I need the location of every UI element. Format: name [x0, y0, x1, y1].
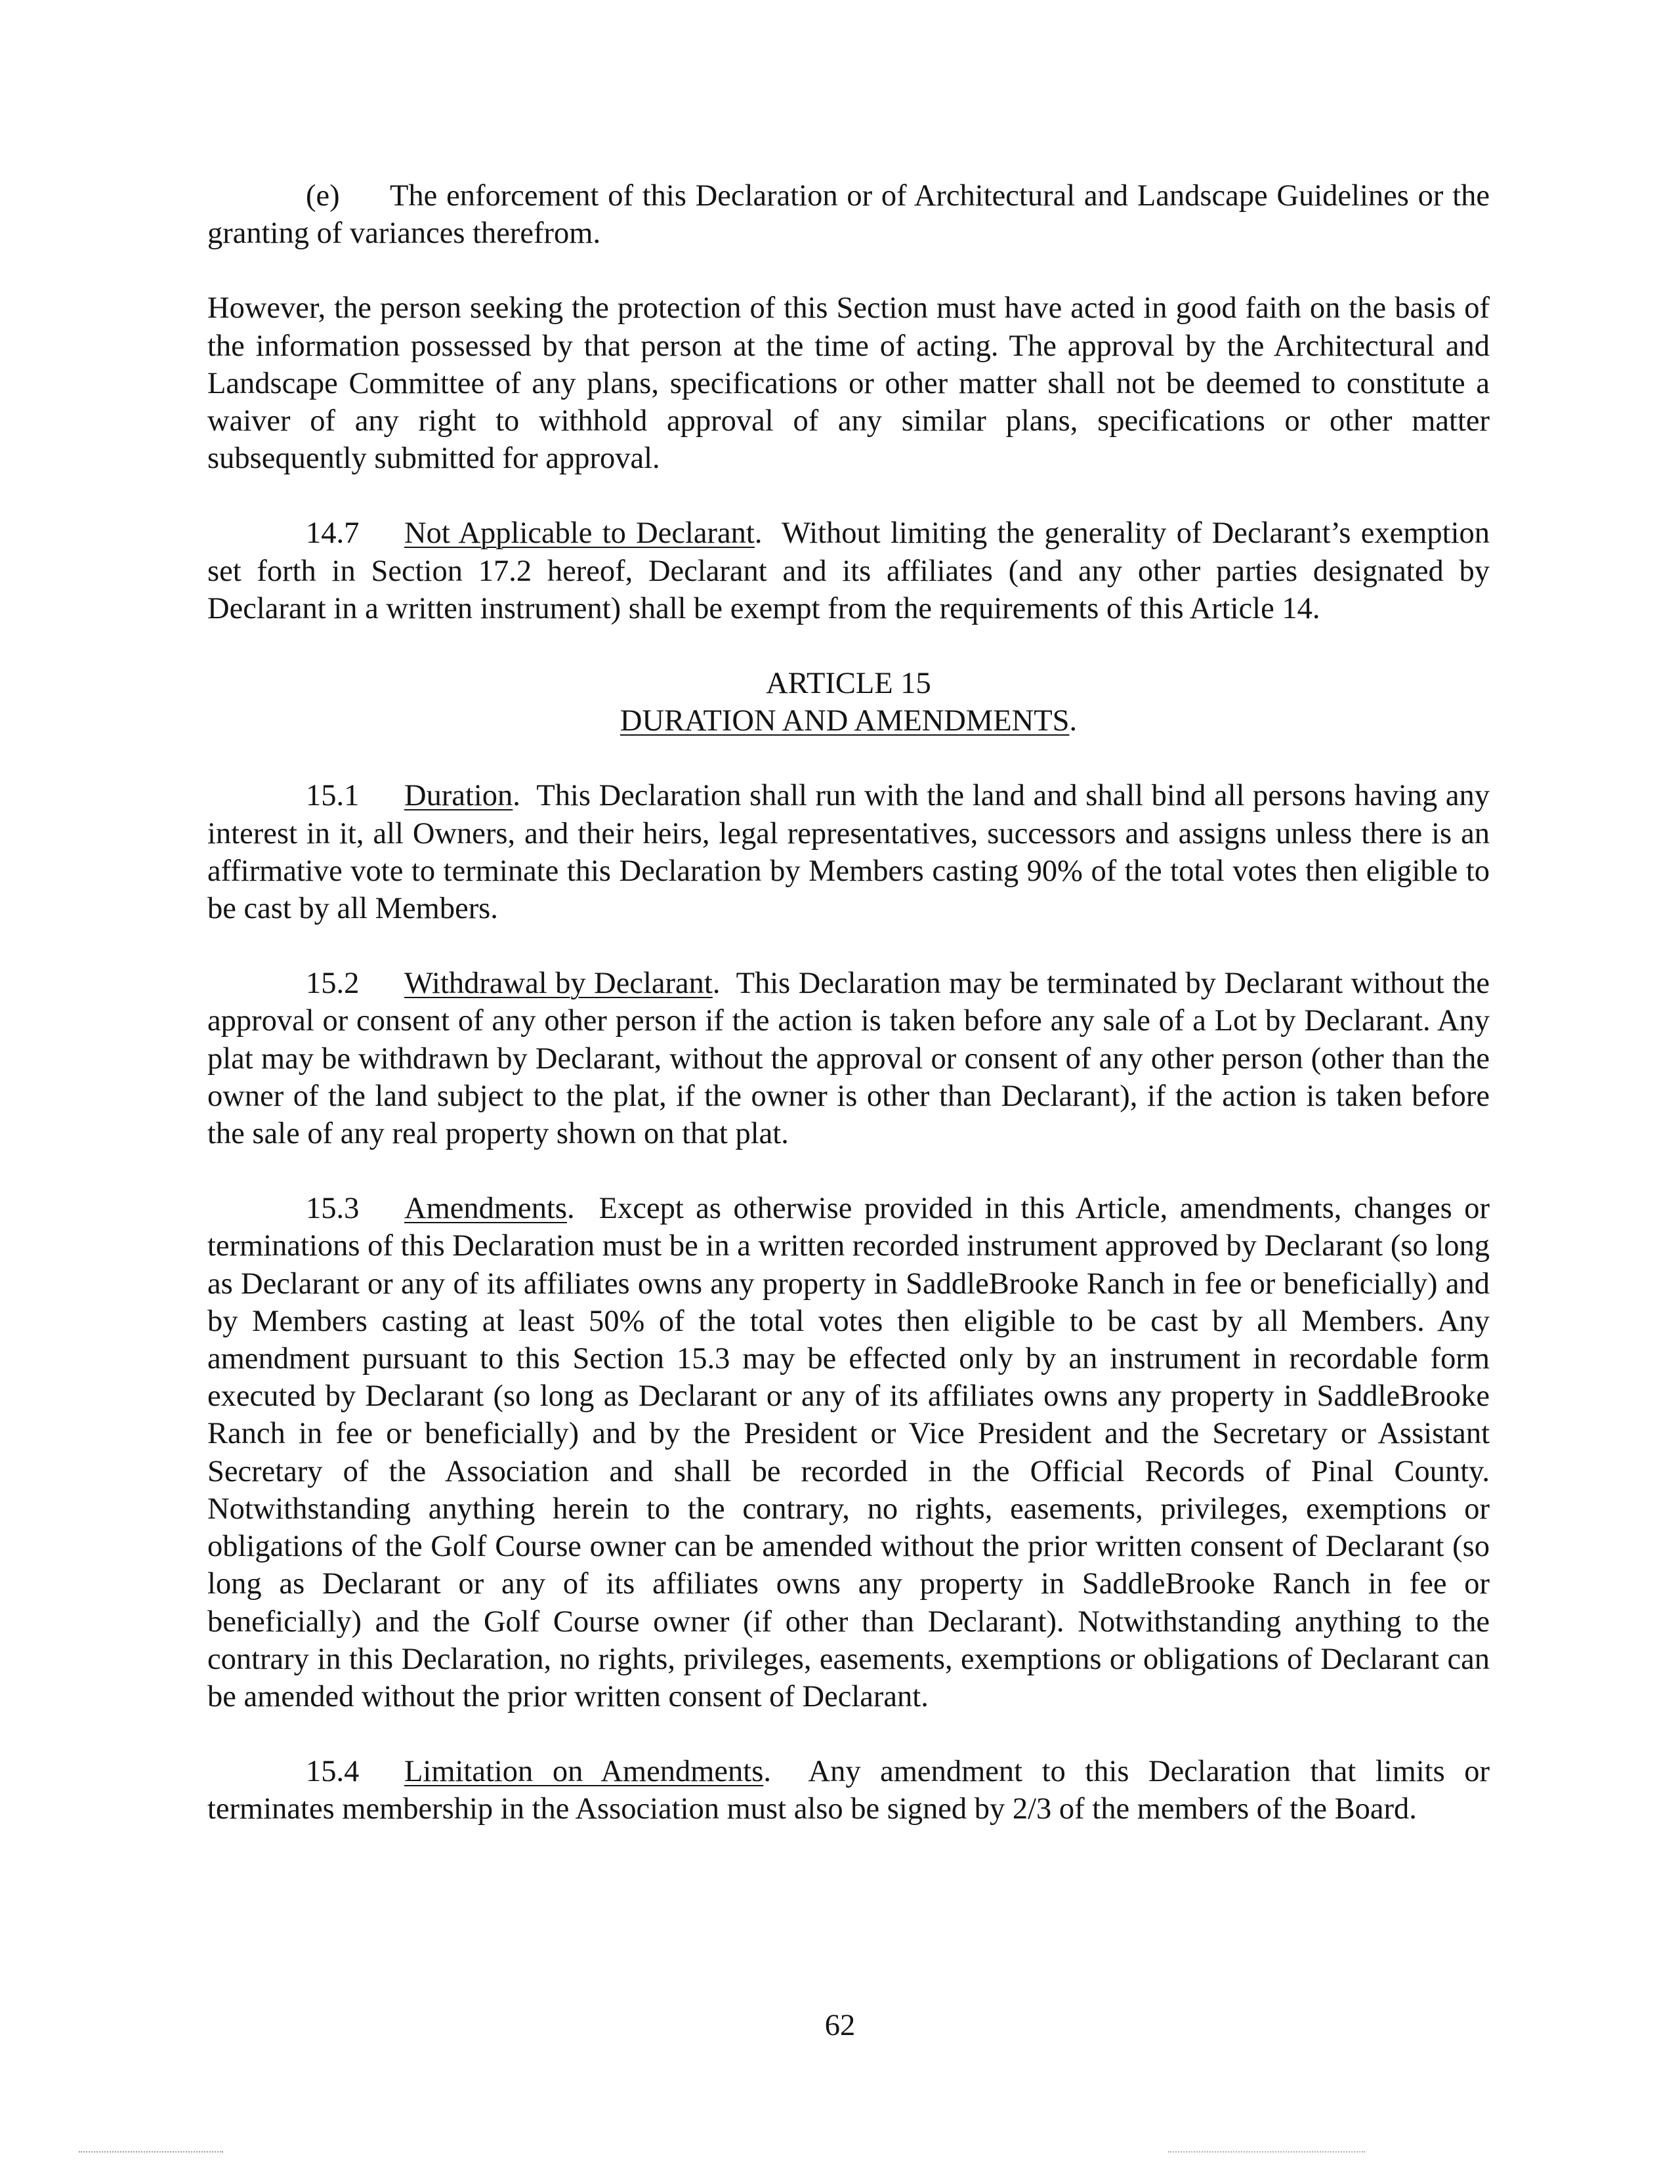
section-15-2: 15.2 Withdrawal by Declarant. This Declaration may be terminated by Declarant without the approval or consent of any other person if the action is taken before any sale of a Lot by Declarant. Any plat may be withdrawn by Declarant, without the approval or consent of any other person (other than the owner of the land subject to the plat, if the owner is other than Declarant), if the action is taken before the sale of any real property shown on that plat.	[207, 965, 1490, 1152]
section-text: This Declaration shall run with the land and shall bind all persons having any interest in it, all Owners, and their heirs, legal representatives, successors and assigns unless there is an affirmative vote to terminate this Declaration by Members casting 90% of the total votes then eligible to be cast by all Members.	[207, 779, 1490, 926]
scan-artifact-right	[1168, 2151, 1365, 2156]
item-label-e: (e)	[306, 179, 340, 213]
section-text: This Declaration may be terminated by Declarant without the approval or consent of any other person if the action is taken before any sale of a Lot by Declarant. Any plat may be withdrawn by Declarant, without the approval or consent of any other person (other than the owner of the land subject to the plat, if the owner is other than Declarant), if the action is taken before the sale of any real property shown on that plat.	[207, 967, 1490, 1151]
section-title: Limitation on Amendments	[404, 1755, 764, 1789]
section-number: 15.1	[306, 779, 360, 813]
section-text: Without limiting the generality of Declarant’s exemption set forth in Section 17.2 hereof, Declarant and its affiliates (and any other parties designated by Declarant in a written instrument) shall be exempt from the requirements of this Article 14.	[207, 516, 1490, 625]
section-text: Any amendment to this Declaration that limits or terminates membership in the Association must also be signed by 2/3 of the members of the Board.	[207, 1755, 1490, 1826]
section-number: 15.2	[306, 967, 360, 1001]
section-title: Duration	[404, 779, 513, 813]
section-number: 15.3	[306, 1192, 360, 1226]
scan-artifact-left	[79, 2151, 223, 2156]
paragraph-e	[207, 177, 1490, 252]
section-text: Except as otherwise provided in this Article, amendments, changes or terminations of this Declaration must be in a written recorded instrument approved by Declarant (so long as Declarant or any of its affiliates owns any property in SaddleBrooke Ranch in fee or beneficially) and by Members casting at least 50% of the total votes then eligible to be cast by all Members. Any amendment pursuant to this Section 15.3 may be effected only by an instrument in recordable form executed by Declarant (so long as Declarant or any of its affiliates owns any property in SaddleBrooke Ranch in fee or beneficially) and by the President or Vice President and the Secretary or Assistant Secretary of the Association and shall be recorded in the Official Records of Pinal County. Notwithstanding anything herein to the contrary, no rights, easements, privileges, exemptions or obligations of the Golf Course owner can be amended without the prior written consent of Declarant (so long as Declarant or any of its affiliates owns any property in SaddleBrooke Ranch in fee or beneficially) and the Golf Course owner (if other than Declarant). Notwithstanding anything to the contrary in this Declaration, no rights, privileges, easements, exemptions or obligations of Declarant can be amended without the prior written consent of Declarant.	[207, 1192, 1490, 1713]
item-text-e: The enforcement of this Declaration or of Architectural and Landscape Guidelines or the granting of variances therefrom.	[207, 179, 1490, 251]
section-15-1: 15.1 Duration. This Declaration shall run with the land and shall bind all persons having any interest in it, all Owners, and their heirs, legal representatives, successors and assigns unless there is an affirmative vote to terminate this Declaration by Members casting 90% of the total votes then eligible to be cast by all Members.	[207, 777, 1490, 927]
section-number: 14.7	[306, 516, 360, 551]
section-title: Amendments	[404, 1192, 567, 1226]
paragraph-however: However, the person seeking the protection of this Section must have acted in good faith on the basis of the information possessed by that person at the time of acting. The approval by the Architectural and Landscape Committee of any plans, specifications or other matter shall not be deemed to constitute a waiver of any right to withhold approval of any similar plans, specifications or other matter subsequently submitted for approval.	[207, 291, 1490, 476]
article-heading-block: ARTICLE 15 DURATION AND AMENDMENTS.	[207, 665, 1490, 740]
article-heading: ARTICLE 15	[766, 667, 931, 701]
article-title: DURATION AND AMENDMENTS	[620, 704, 1070, 738]
section-number: 15.4	[306, 1755, 360, 1789]
section-14-7: 14.7 Not Applicable to Declarant. Without limiting the generality of Declarant’s exemption set forth in Section 17.2 hereof, Declarant and its affiliates (and any other parties designated by Declarant in a written instrument) shall be exempt from the requirements of this Article 14.	[207, 514, 1490, 627]
section-15-4: 15.4 Limitation on Amendments. Any amendment to this Declaration that limits or terminates membership in the Association must also be signed by 2/3 of the members of the Board.	[207, 1753, 1490, 1828]
section-15-3: 15.3 Amendments. Except as otherwise provided in this Article, amendments, changes or terminations of this Declaration must be in a written recorded instrument approved by Declarant (so long as Declarant or any of its affiliates owns any property in SaddleBrooke Ranch in fee or beneficially) and by Members casting at least 50% of the total votes then eligible to be cast by all Members. Any amendment pursuant to this Section 15.3 may be effected only by an instrument in recordable form executed by Declarant (so long as Declarant or any of its affiliates owns any property in SaddleBrooke Ranch in fee or beneficially) and by the President or Vice President and the Secretary or Assistant Secretary of the Association and shall be recorded in the Official Records of Pinal County. Notwithstanding anything herein to the contrary, no rights, easements, privileges, exemptions or obligations of the Golf Course owner can be amended without the prior written consent of Declarant (so long as Declarant or any of its affiliates owns any property in SaddleBrooke Ranch in fee or beneficially) and the Golf Course owner (if other than Declarant). Notwithstanding anything to the contrary in this Declaration, no rights, privileges, easements, exemptions or obligations of Declarant can be amended without the prior written consent of Declarant.	[207, 1190, 1490, 1715]
section-title: Not Applicable to Declarant	[404, 516, 755, 551]
section-title: Withdrawal by Declarant	[404, 967, 713, 1001]
page-number: 62	[824, 2009, 856, 2042]
